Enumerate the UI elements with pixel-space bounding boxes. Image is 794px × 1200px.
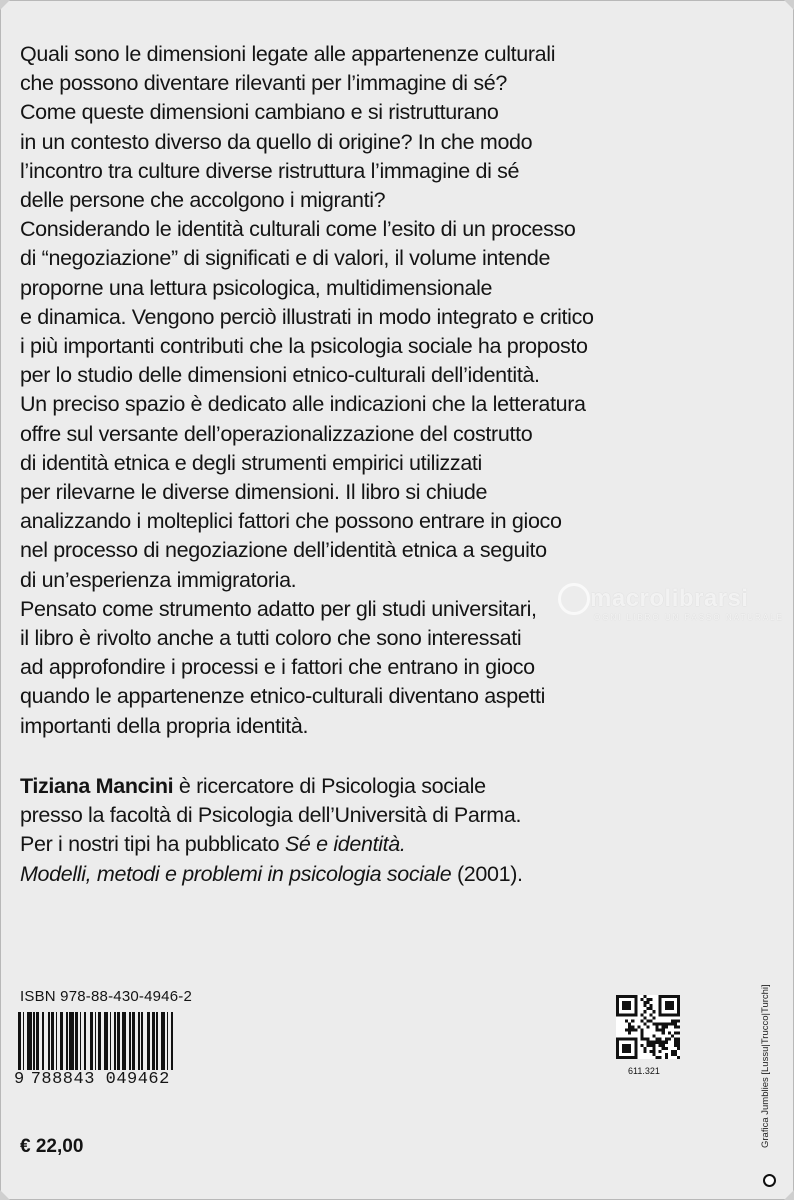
author-affiliation: presso la facoltà di Psicologia dell’Università di Parma.	[20, 803, 522, 828]
corner-fold-bottom-right	[784, 1190, 794, 1200]
qr-module	[659, 1029, 662, 1032]
blurb-line: di “negoziazione” di significati e di valori, il volume intende	[20, 246, 551, 271]
qr-module	[671, 1035, 674, 1038]
qr-module	[650, 1044, 653, 1047]
qr-module	[662, 1025, 665, 1028]
qr-module	[622, 1001, 631, 1010]
macrolibrarsi-logo-icon	[558, 583, 590, 615]
qr-module	[674, 1041, 677, 1044]
qr-module	[659, 1044, 662, 1047]
qr-module	[640, 1032, 643, 1035]
blurb-line: proporne una lettura psicologica, multidimensionale	[20, 275, 493, 300]
qr-module	[628, 1022, 631, 1025]
qr-module	[625, 1029, 628, 1032]
qr-module	[674, 1044, 677, 1047]
qr-module	[677, 1025, 680, 1028]
qr-module	[643, 1010, 646, 1013]
qr-module	[653, 1010, 656, 1013]
qr-module	[674, 1050, 677, 1053]
qr-module	[656, 1038, 659, 1041]
qr-module	[662, 1032, 665, 1035]
qr-module	[662, 1041, 665, 1044]
qr-module	[643, 1050, 646, 1053]
qr-module	[656, 1041, 659, 1044]
qr-module	[628, 1032, 631, 1035]
qr-module	[674, 1025, 677, 1028]
qr-module	[677, 1044, 680, 1047]
qr-module	[646, 1001, 649, 1004]
qr-module	[662, 1022, 665, 1025]
qr-module	[671, 1053, 674, 1056]
qr-module	[653, 1016, 656, 1019]
qr-module	[665, 1022, 668, 1025]
qr-module	[646, 1007, 649, 1010]
qr-module	[640, 1029, 643, 1032]
qr-module	[674, 1022, 677, 1025]
qr-module	[674, 1019, 677, 1022]
qr-module	[650, 1019, 653, 1022]
qr-module	[646, 1044, 649, 1047]
barcode-digits-rest: 788843 049462	[30, 1070, 170, 1089]
qr-module	[643, 1016, 646, 1019]
qr-module	[643, 1022, 646, 1025]
qr-module	[659, 1056, 662, 1059]
qr-module	[671, 1050, 674, 1053]
qr-code-icon	[616, 995, 680, 1059]
qr-module	[653, 1053, 656, 1056]
qr-module	[650, 1013, 653, 1016]
blurb-line: Quali sono le dimensioni legate alle appartenenze culturali	[20, 42, 556, 66]
qr-module	[646, 998, 649, 1001]
qr-module	[665, 1053, 668, 1056]
qr-module	[662, 1044, 665, 1047]
qr-module	[643, 1004, 646, 1007]
qr-module	[662, 1047, 665, 1050]
qr-module	[665, 1001, 674, 1010]
blurb-line: il libro è rivolto anche a tutti coloro che sono interessati	[20, 626, 522, 651]
qr-module	[631, 1019, 634, 1022]
blurb-line: importanti della propria identità.	[20, 713, 309, 738]
qr-module	[643, 1001, 646, 1004]
qr-module	[659, 1038, 662, 1041]
ring-icon	[763, 1174, 776, 1187]
qr-module	[646, 1025, 649, 1028]
qr-module	[646, 1041, 649, 1044]
qr-module	[628, 1029, 631, 1032]
blurb-line: in un contesto diverso da quello di origine? In che modo	[20, 129, 533, 154]
qr-module	[650, 1007, 653, 1010]
qr-module	[646, 1038, 649, 1041]
qr-module	[668, 1038, 671, 1041]
corner-fold-top-left	[0, 0, 10, 10]
qr-module	[640, 998, 643, 1001]
blurb-line: Considerando le identità culturali come l’esito di un processo	[20, 217, 576, 242]
blurb-line: Un preciso spazio è dedicato alle indicazioni che la letteratura	[20, 392, 586, 417]
qr-module	[665, 1025, 668, 1028]
qr-module	[650, 1050, 653, 1053]
barcode-digit-first: 9	[14, 1070, 25, 1089]
qr-module	[677, 1056, 680, 1059]
blurb-line: delle persone che accolgono i migranti?	[20, 188, 386, 213]
qr-module	[674, 1053, 677, 1056]
blurb-line: di identità etnica e degli strumenti empirici utilizzati	[20, 450, 482, 475]
design-credit: Grafica Jumblies [Lussu|Trucco|Turchi]	[760, 984, 771, 1148]
author-bio	[20, 772, 740, 889]
qr-module	[631, 1029, 634, 1032]
blurb-line: per rilevarne le diverse dimensioni. Il libro si chiude	[20, 480, 488, 505]
qr-code-number: 611.321	[628, 1066, 660, 1076]
qr-module	[665, 1041, 668, 1044]
qr-module	[637, 1025, 640, 1028]
qr-module	[640, 1019, 643, 1022]
barcode-gap	[173, 1012, 176, 1070]
qr-module	[643, 995, 646, 998]
watermark	[590, 585, 784, 622]
blurb-line: Pensato come strumento adatto per gli studi universitari,	[20, 596, 537, 621]
isbn-label: ISBN 978-88-430-4946-2	[20, 988, 193, 1005]
qr-module	[653, 1041, 656, 1044]
qr-module	[668, 1032, 671, 1035]
qr-module	[677, 1038, 680, 1041]
blurb-line: l’incontro tra culture diverse ristruttura l’immagine di sé	[20, 158, 520, 183]
blurb-line: nel processo di negoziazione dell’identità etnica a seguito	[20, 538, 547, 563]
blurb-line: per lo studio delle dimensioni etnico-culturali dell’identità.	[20, 363, 540, 388]
qr-module	[659, 1050, 662, 1053]
qr-module	[653, 1047, 656, 1050]
qr-module	[677, 1047, 680, 1050]
qr-module	[631, 1025, 634, 1028]
qr-module	[640, 1044, 643, 1047]
corner-fold-top-right	[784, 0, 794, 10]
qr-module	[634, 1029, 637, 1032]
qr-module	[646, 1019, 649, 1022]
qr-module	[668, 1022, 671, 1025]
author-bio-line	[20, 860, 740, 889]
qr-module	[625, 1019, 628, 1022]
qr-module	[628, 1025, 631, 1028]
qr-module	[653, 1022, 656, 1025]
qr-module	[640, 1035, 643, 1038]
qr-module	[643, 1047, 646, 1050]
qr-module	[662, 1029, 665, 1032]
qr-module	[656, 1022, 659, 1025]
blurb-line: offre sul versante dell’operazionalizzazione del costrutto	[20, 421, 533, 446]
qr-module	[665, 1056, 668, 1059]
qr-module	[677, 1019, 680, 1022]
author-name: Tiziana Mancini	[20, 774, 174, 798]
blurb-line: ad approfondire i processi e i fattori che entrano in gioco	[20, 655, 535, 680]
qr-module	[622, 1044, 631, 1053]
author-bio-line	[20, 830, 740, 859]
publication-prefix: Per i nostri tipi ha pubblicato	[20, 832, 285, 857]
qr-module	[640, 1038, 643, 1041]
qr-module	[677, 1032, 680, 1035]
qr-module	[656, 1025, 659, 1028]
qr-module	[650, 998, 653, 1001]
barcode-digits	[14, 1070, 170, 1089]
barcode-icon	[18, 1012, 214, 1070]
qr-module	[659, 1041, 662, 1044]
qr-module	[659, 1022, 662, 1025]
qr-module	[653, 1035, 656, 1038]
watermark-tagline: OGNI LIBRO UN PASSO NATURALE	[594, 613, 784, 622]
publication-title-part2: Modelli, metodi e problemi in psicologia sociale	[20, 861, 452, 886]
qr-module	[674, 1038, 677, 1041]
qr-module	[643, 1038, 646, 1041]
blurb-line: di un’esperienza immigratoria.	[20, 567, 297, 592]
qr-module	[665, 1038, 668, 1041]
qr-module	[640, 1013, 643, 1016]
qr-module	[650, 1041, 653, 1044]
author-role: è ricercatore di Psicologia sociale	[173, 774, 486, 798]
blurb-line: quando le appartenenze etnico-culturali diventano aspetti	[20, 684, 546, 709]
back-cover-blurb	[20, 40, 740, 741]
qr-module	[656, 1029, 659, 1032]
qr-module	[650, 1004, 653, 1007]
blurb-line: che possono diventare rilevanti per l’immagine di sé?	[20, 71, 507, 96]
qr-module	[653, 1044, 656, 1047]
publication-year: (2001).	[451, 861, 523, 886]
qr-module	[671, 1019, 674, 1022]
price: € 22,00	[20, 1136, 84, 1157]
blurb-line: Come queste dimensioni cambiano e si ristrutturano	[20, 100, 499, 125]
publication-title-part1: Sé e identità.	[284, 832, 406, 857]
blurb-line: e dinamica. Vengono perciò illustrati in modo integrato e critico	[20, 304, 594, 329]
qr-module	[671, 1022, 674, 1025]
qr-module	[656, 1056, 659, 1059]
qr-module	[674, 1032, 677, 1035]
author-bio-line	[20, 772, 740, 801]
qr-module	[665, 1047, 668, 1050]
corner-fold-bottom-left	[0, 1190, 10, 1200]
blurb-line: i più importanti contributi che la psicologia sociale ha proposto	[20, 334, 588, 359]
blurb-line: analizzando i molteplici fattori che possono entrare in gioco	[20, 509, 562, 534]
qr-module	[677, 1041, 680, 1044]
watermark-brand: macrolibrarsi	[590, 585, 749, 612]
qr-module	[653, 1050, 656, 1053]
